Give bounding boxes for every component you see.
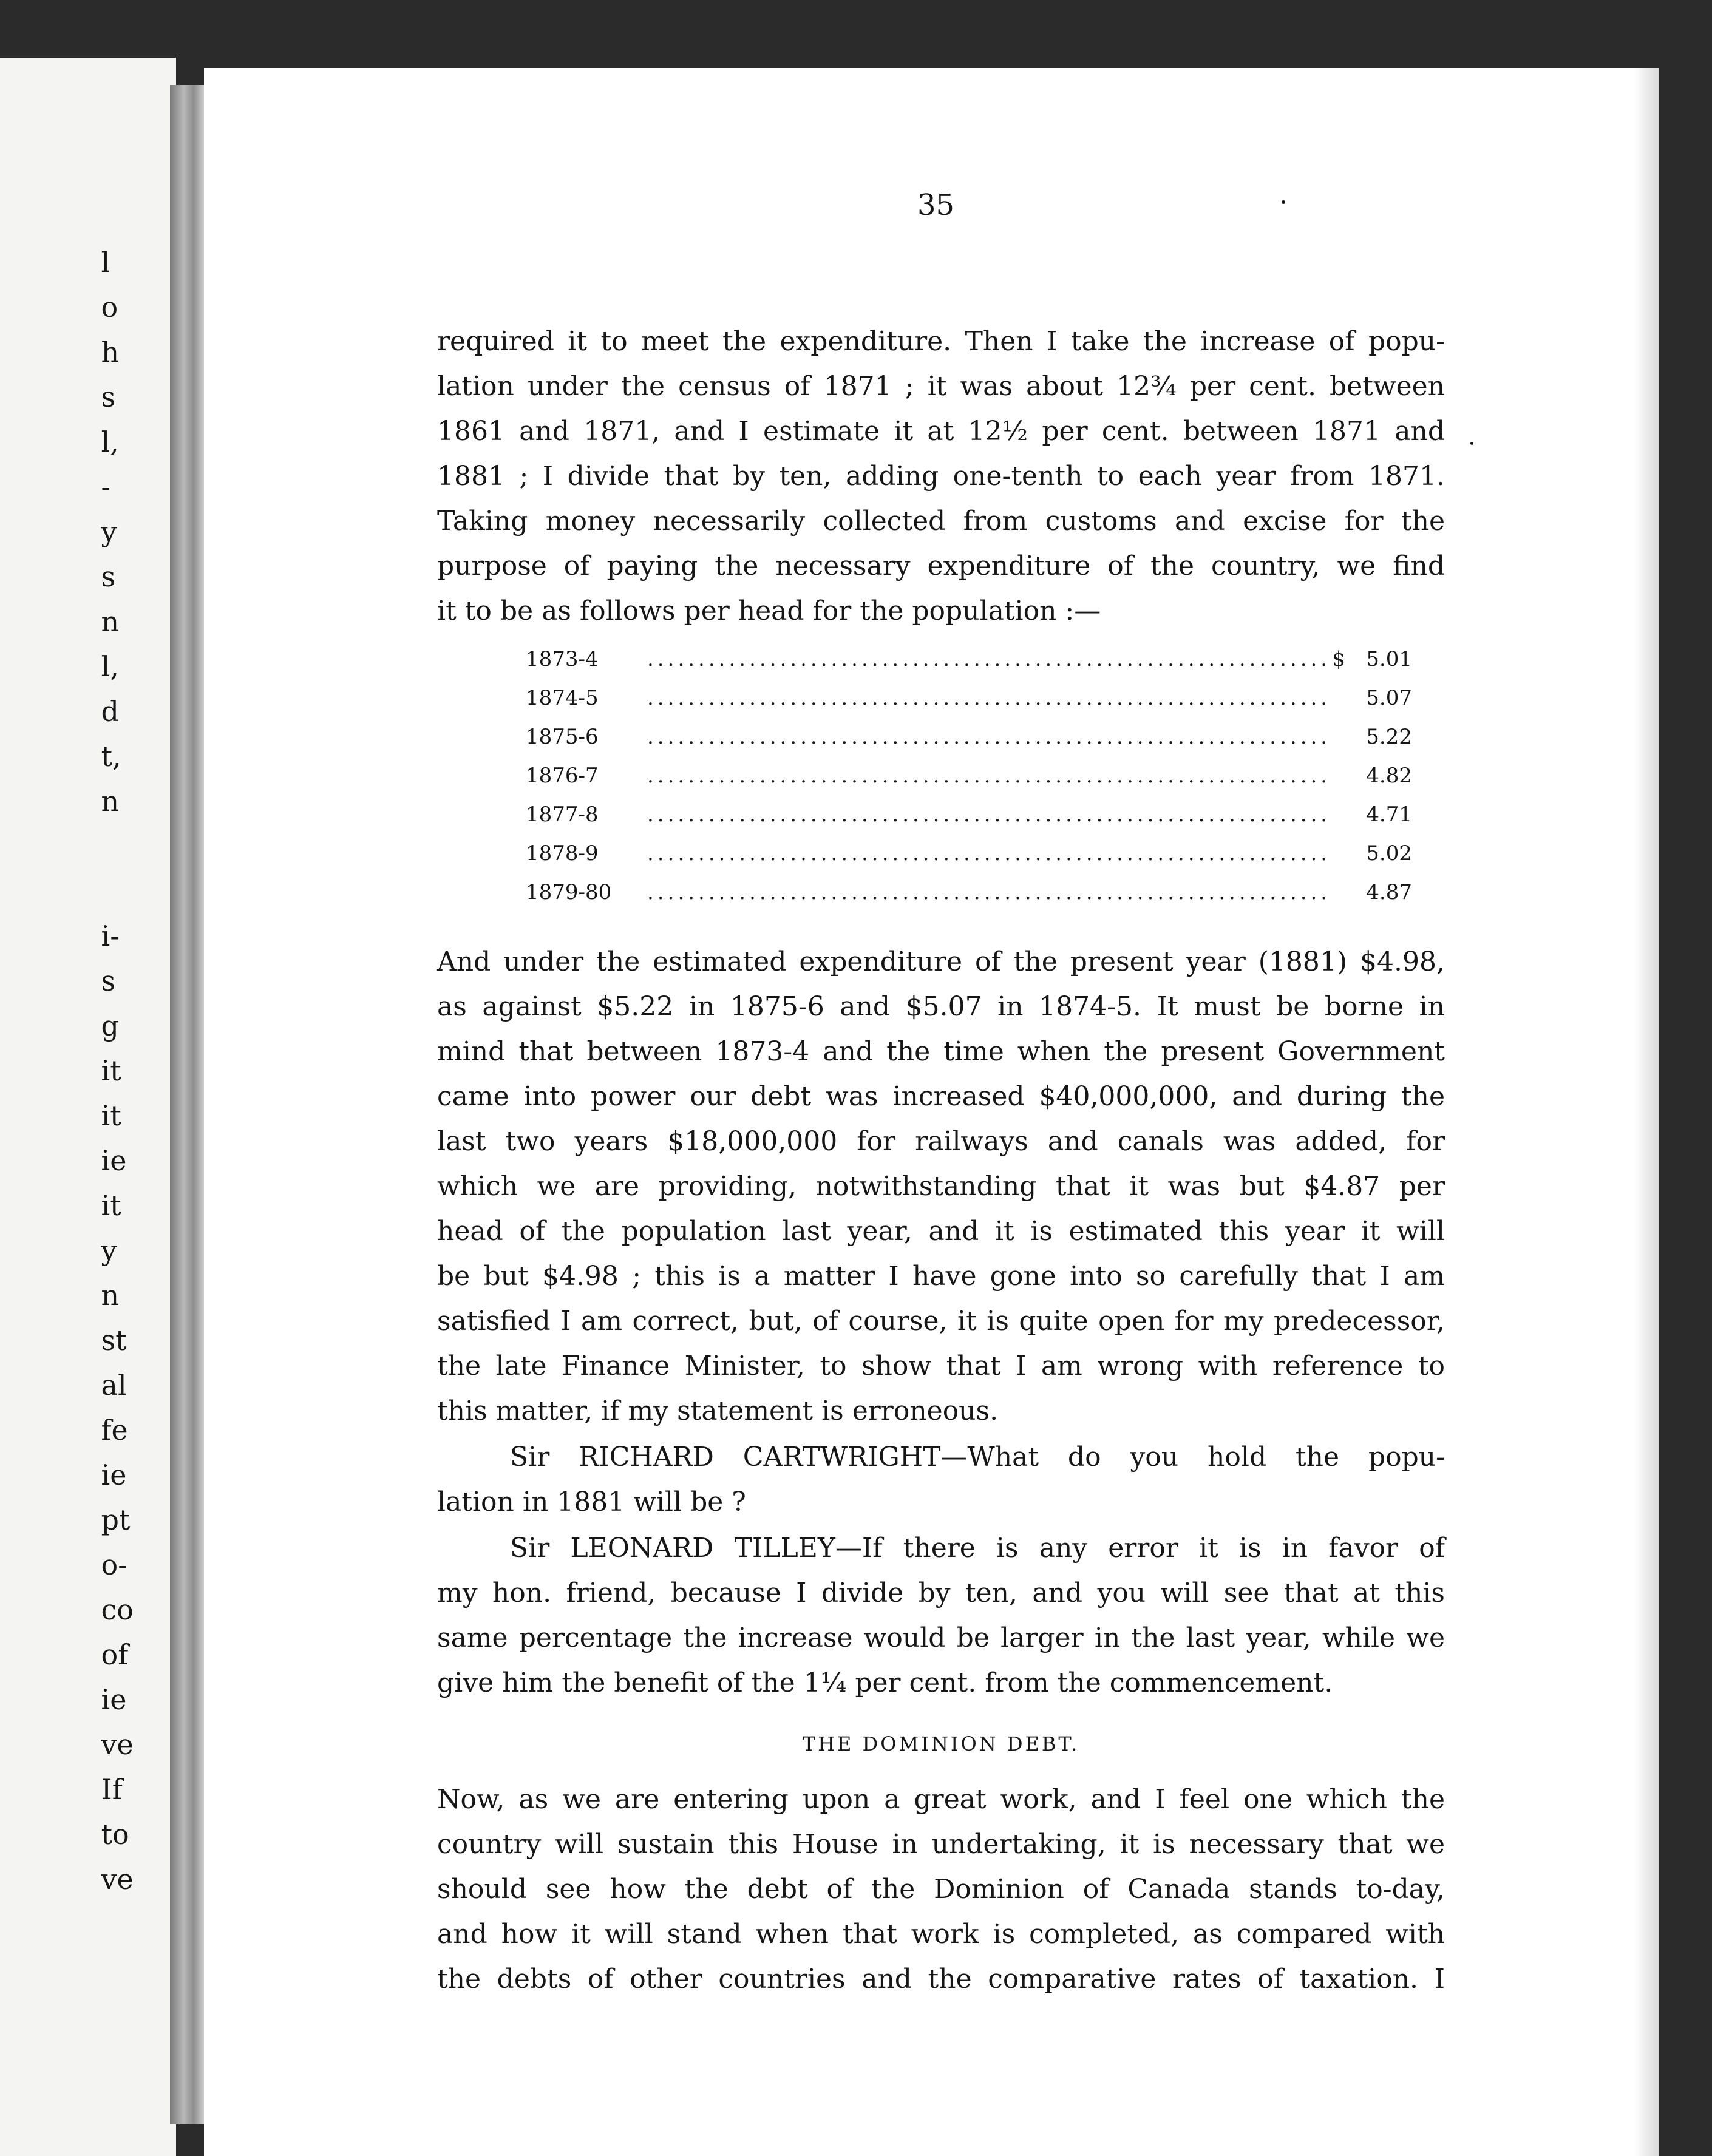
left-fragment: g (101, 1009, 119, 1042)
book-page (204, 68, 1659, 2156)
left-fragment: l (101, 246, 110, 279)
left-fragment: s (101, 560, 116, 593)
table-value: 5.02 (1366, 841, 1412, 866)
table-row (526, 880, 1412, 919)
print-speck (1470, 442, 1473, 445)
table-year: 1873-4 (526, 647, 599, 671)
page-number: 35 (917, 188, 955, 222)
text-line: 1861 and 1871, and I estimate it at 12½ per cent. between 1871 and (437, 416, 1445, 447)
left-fragment: of (101, 1638, 129, 1671)
dot-leader (647, 647, 1325, 671)
table-row (526, 764, 1412, 802)
text-line: Taking money necessarily collected from customs and excise for the (437, 506, 1445, 537)
text-line: lation in 1881 will be ? (437, 1486, 746, 1517)
print-speck (1282, 200, 1285, 204)
left-fragment: it (101, 1099, 121, 1132)
table-year: 1878-9 (526, 841, 599, 866)
dot-leader (647, 802, 1325, 827)
left-fragment: ie (101, 1683, 127, 1716)
table-year: 1875-6 (526, 725, 599, 749)
table-row (526, 802, 1412, 841)
book-spine-gutter (170, 85, 204, 2124)
table-value: 4.82 (1366, 764, 1412, 788)
text-line: satisfied I am correct, but, of course, it is quite open for my predecessor, (437, 1306, 1445, 1337)
table-year: 1874-5 (526, 686, 599, 710)
left-fragment: ie (101, 1459, 127, 1491)
left-fragment: ve (101, 1863, 134, 1896)
left-fragment: al (101, 1369, 127, 1402)
text-line: purpose of paying the necessary expenditure of the country, we find (437, 551, 1445, 581)
text-line: came into power our debt was increased $40,000,000, and during the (437, 1081, 1445, 1112)
left-fragment: to (101, 1818, 129, 1851)
table-value: 4.87 (1366, 880, 1412, 904)
table-row (526, 841, 1412, 880)
text-line: last two years $18,000,000 for railways and canals was added, for (437, 1126, 1445, 1157)
dot-leader (647, 725, 1325, 749)
left-fragment (101, 869, 134, 914)
text-line: head of the population last year, and it is estimated this year it will (437, 1216, 1445, 1247)
left-fragment: - (101, 470, 111, 503)
left-fragment: If (101, 1773, 123, 1806)
table-row (526, 686, 1412, 725)
left-fragment: y (101, 515, 117, 548)
dot-leader (647, 764, 1325, 788)
left-fragment: pt (101, 1503, 131, 1536)
text-line: the late Finance Minister, to show that I am wrong with reference to (437, 1351, 1445, 1381)
text-line: same percentage the increase would be larger in the last year, while we (437, 1622, 1445, 1653)
text-line: country will sustain this House in undertaking, it is necessary that we (437, 1829, 1445, 1860)
dot-leader (647, 841, 1325, 866)
text-line: Sir LEONARD TILLEY—If there is any error it is in favor of (510, 1533, 1445, 1564)
currency-sign: $ (1332, 647, 1345, 671)
table-row (526, 725, 1412, 764)
left-fragment: st (101, 1324, 127, 1357)
left-fragment: ie (101, 1144, 127, 1177)
left-fragment: t, (101, 740, 121, 773)
page-edge-shadow (1634, 68, 1659, 2156)
table-year: 1877-8 (526, 802, 599, 827)
left-fragment (101, 824, 134, 869)
text-line: 1881 ; I divide that by ten, adding one-tenth to each year from 1871. (437, 461, 1445, 492)
left-fragment: d (101, 695, 119, 728)
left-fragment: n (101, 605, 120, 638)
text-line: which we are providing, notwithstanding that it was but $4.87 per (437, 1171, 1445, 1202)
text-line: required it to meet the expenditure. Then I take the increase of popu- (437, 326, 1445, 357)
left-fragment: n (101, 1279, 120, 1312)
text-line: should see how the debt of the Dominion of Canada stands to-day, (437, 1874, 1445, 1905)
text-line: lation under the census of 1871 ; it was about 12¾ per cent. between (437, 371, 1445, 402)
left-fragment: ve (101, 1728, 134, 1761)
text-line: be but $4.98 ; this is a matter I have gone into so carefully that I am (437, 1261, 1445, 1292)
text-line: Now, as we are entering upon a great work, and I feel one which the (437, 1784, 1445, 1815)
text-line: as against $5.22 in 1875-6 and $5.07 in 1874-5. It must be borne in (437, 991, 1445, 1022)
text-line: mind that between 1873-4 and the time when the present Government (437, 1036, 1445, 1067)
left-page-edge-text (101, 58, 134, 1902)
text-line: And under the estimated expenditure of the present year (1881) $4.98, (437, 946, 1445, 977)
left-fragment: o (101, 291, 118, 324)
table-row (526, 647, 1412, 686)
text-line: give him the benefit of the 1¼ per cent. from the commencement. (437, 1667, 1333, 1698)
left-page-fragment (0, 58, 176, 2156)
text-line: the debts of other countries and the comparative rates of taxation. I (437, 1964, 1445, 1995)
section-heading: THE DOMINION DEBT. (802, 1732, 1080, 1755)
table-year: 1879-80 (526, 880, 612, 904)
left-fragment: y (101, 1234, 117, 1267)
text-line: my hon. friend, because I divide by ten, and you will see that at this (437, 1578, 1445, 1609)
left-fragment: it (101, 1054, 121, 1087)
left-fragment: fe (101, 1414, 128, 1446)
left-fragment: o- (101, 1548, 127, 1581)
left-fragment: n (101, 785, 120, 818)
text-line: this matter, if my statement is erroneous. (437, 1395, 999, 1426)
left-fragment: it (101, 1189, 121, 1222)
dot-leader (647, 880, 1325, 904)
left-fragment: h (101, 336, 120, 368)
table-year: 1876-7 (526, 764, 599, 788)
left-fragment: l, (101, 425, 119, 458)
left-fragment: l, (101, 650, 119, 683)
left-fragment: s (101, 964, 116, 997)
text-line: it to be as follows per head for the population :— (437, 595, 1101, 626)
table-value: 5.22 (1366, 725, 1412, 749)
text-line: and how it will stand when that work is completed, as compared with (437, 1919, 1445, 1950)
table-value: 4.71 (1366, 802, 1412, 827)
table-value: 5.01 (1366, 647, 1412, 671)
table-value: 5.07 (1366, 686, 1412, 710)
left-fragment: s (101, 381, 116, 413)
text-line: Sir RICHARD CARTWRIGHT—What do you hold the popu- (510, 1442, 1445, 1473)
dot-leader (647, 686, 1325, 710)
left-fragment: i- (101, 920, 120, 952)
left-fragment: co (101, 1593, 134, 1626)
